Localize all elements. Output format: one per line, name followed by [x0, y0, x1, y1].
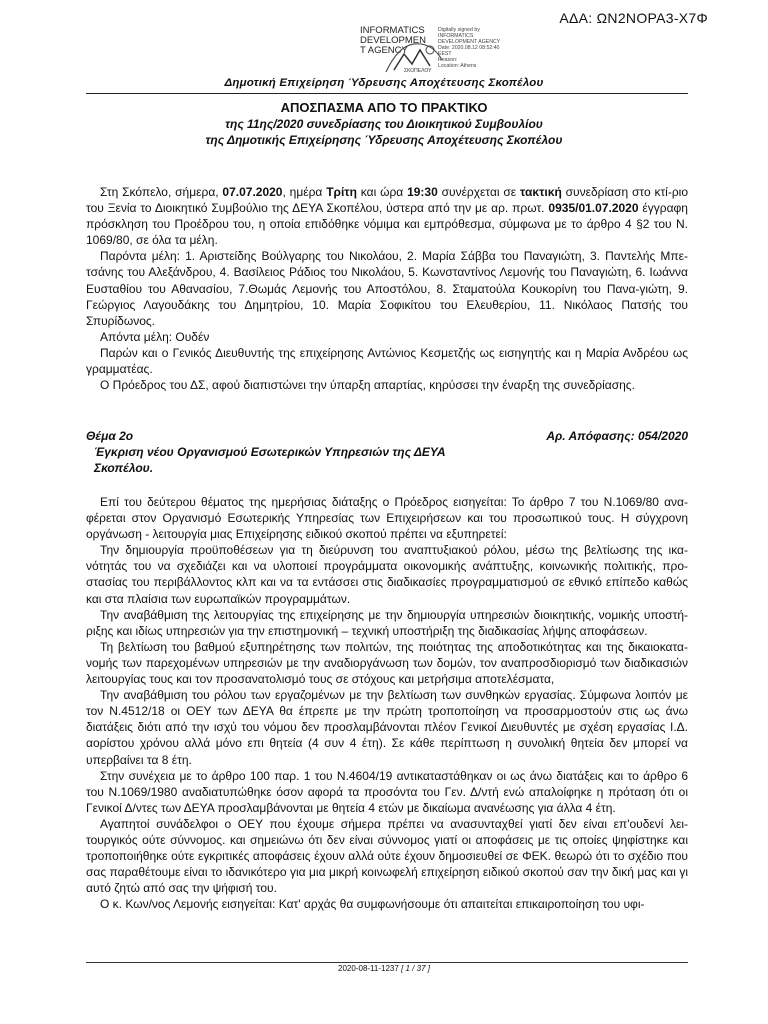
content-paragraph: Την αναβάθμιση του ρόλου των εργαζομένων με την βελτίωση των συνθηκών εργασίας. Σύμφωνα λοιπόν με τον Ν.4512/18 οι ΟΕΥ των ΔΕΥΑ θα έπρεπε με την πρώτη τροποποίηση να προσαρμοστούν στις ως άνω διατάξεις διότι από την ισχύ του νόμου δεν προσλαμβάνονται πλέον Γενικοί Διευθυντές με σχέση εργασίας Ι.Δ. αορίστου χρόνου αλλά μόνο επι θητεία (4 συν 4 έτη). Σε κάθε περίπτωση η συνολική θητεία δεν μπορεί να υπερβαίνει τα 8 έτη.: [86, 688, 688, 767]
title-line-1: ΑΠΟΣΠΑΣΜΑ ΑΠΟ ΤΟ ΠΡΑΚΤΙΚΟ: [280, 100, 488, 115]
content-paragraph: Στην συνέχεια με το άρθρο 100 παρ. 1 του Ν.4604/19 αντικαταστάθηκαν οι ως άνω διατάξεις και το άρθρο 6 του Ν.1069/1980 αναδιατυπώθηκε όσον αφορά τα προσόντα του Γεν. Δ/ντή ενώ απαλοίφηκε η πρόταση ότι οι Γενικοί Δ/ντες των ΔΕΥΑ προσλαμβάνονται με θητεία 4 ετών με δικαίωμα ανανέωσης για άλλα 4 έτη.: [86, 768, 688, 815]
title-line-3: της Δημοτικής Επιχείρησης Ύδρευσης Αποχέτευσης Σκοπέλου: [205, 133, 563, 147]
content-paragraph: Επί του δεύτερου θέματος της ημερήσιας διάταξης ο Πρόεδρος εισηγείται: Το άρθρο 7 του Ν.1069/80 ανα-φέρεται στον Οργανισμό Εσωτερικής Υπηρεσίας των Επιχειρήσεων και του προσωπικού τους. Η σύγχρονη οργάνωση - λειτουργία μιας Επιχείρησης ειδικού σκοπού πρέπει να εξυπηρετεί:: [86, 495, 688, 542]
footer-divider: [86, 962, 688, 963]
decision-number: Αρ. Απόφασης: 054/2020: [546, 429, 688, 443]
stamp-info-line: Date: 2020.08.12 08:52:40: [438, 45, 500, 51]
page-number: [ 1 / 37 ]: [401, 964, 430, 973]
content-section: [86, 494, 688, 912]
organization-name: Δημοτική Επιχείρηση Ύδρευσης Αποχέτευσης Σκοπέλου: [224, 77, 544, 89]
stamp-signature-info: [438, 27, 500, 69]
content-paragraph: Την αναβάθμιση της λειτουργίας της επιχείρησης με την δημιουργία υπηρεσιών διοικητικής, νομικής υποστή-ριξης και ιδίως υπηρεσιών για την επιστημονική – τεχνική υποστήριξη της διαδικασίας λήψης αποφάσεων.: [86, 607, 688, 638]
stamp-org-line: T AGENCY: [360, 45, 408, 56]
stamp-info-line: INFORMATICS: [438, 33, 474, 39]
content-paragraph: Την δημιουργία προϋποθέσεων για τη διεύρυνση του αναπτυξιακού ρόλου, μέσω της βελτίωσης της ικα-νότητάς του να σχεδιάζει και να υλοποιεί προγράμματα οικονομικής ανάπτυξης, κοινωνικής πολιτικής, προ-στασίας του περιβάλλοντος κλπ και να τα εντάσσει στις διαδικασίες προγραμματισμού σε εθνικό επίπεδο καθώς και στα πλαίσια των ευρωπαϊκών προγραμμάτων.: [86, 543, 688, 606]
content-paragraph: Ο κ. Κων/νος Λεμονής εισηγείται: Κατ' αρχάς θα συμφωνήσουμε ότι απαιτείται επικαιροποίηση του υφι-: [100, 897, 645, 912]
agenda-item-header: [86, 428, 688, 476]
title-line-2: της 11ης/2020 συνεδρίασης του Διοικητικού Συμβουλίου: [225, 117, 543, 131]
svg-text:ΣΚΟΠΕΛΟΥ: ΣΚΟΠΕΛΟΥ: [404, 68, 432, 74]
content-paragraph: Τη βελτίωση του βαθμού εξυπηρέτησης των πολιτών, της ποιότητας της αποδοτικότητας και της δικαιοκατα-νομής των παρεχομένων υπηρεσιών με την αναδιοργάνωση των δομών, τον αναπροσδιορισμό των διαδικασιών λειτουργίας τους και τον προσανατολισμό τους σε στόχους και μετρήσιμα αποτελέσματα,: [86, 639, 688, 687]
theme-label: Θέμα 2ο: [86, 429, 134, 443]
content-paragraph: Αγαπητοί συνάδελφοι ο ΟΕΥ που έχουμε σήμερα πρέπει να ανασυνταχθεί γιατί δεν είναι επ'ουδενί λει-τουργικός ούτε σύννομος. και σημειώνω ότι δεν είναι σύννομος γιατί οι αποφάσεις με τις οποίες ψηφίστηκε και τροποποιήθηκε ούτε εγκριτικές αποφάσεις έχουν αλλά ούτε έχουν δημοσιευθεί σε ΦΕΚ. θεωρώ ότι το σχέδιο που σας παραθέτουμε είναι το ιδανικότερο για μια μικρή κοινωφελή επιχείρηση ειδικού σκοπού σαν την δική μας και γι αυτό ζητώ από σας την ψήφισή του.: [86, 816, 688, 896]
stamp-info-line: EEST: [438, 51, 452, 57]
stamp-info-line: Location: Athens: [438, 63, 477, 69]
digital-signature-stamp: [360, 26, 530, 76]
document-title: [0, 100, 768, 148]
stamp-info-line: Digitally signed by: [438, 27, 480, 33]
organization-logo: [384, 40, 446, 74]
general-manager-note: Παρών και ο Γενικός Διευθυντής της επιχείρησης Αντώνιος Κεσμετζής ως εισηγητής και η Μαρία Ανδρέου ως γραμματέας.: [86, 345, 688, 377]
absent-members: Απόντα μέλη: Ουδέν: [100, 329, 210, 344]
header-divider: [86, 93, 688, 94]
document-code: 2020-08-11-1237: [338, 964, 399, 973]
stamp-org-line: INFORMATICS: [360, 25, 425, 36]
ada-code: ΑΔΑ: ΩΝ2ΝΟΡΑ3-Χ7Φ: [559, 10, 708, 26]
theme-subject: Έγκριση νέου Οργανισμού Εσωτερικών Υπηρεσιών της ΔΕΥΑ Σκοπέλου.: [94, 445, 446, 475]
stamp-info-line: Reason:: [438, 57, 458, 63]
intro-paragraph: Στη Σκόπελο, σήμερα, 07.07.2020, ημέρα Τρίτη και ώρα 19:30 συνέρχεται σε τακτική συνεδρίαση στο κτί-ριο του Ξενία το Διοικητικό Συμβούλιο της ΔΕΥΑ Σκοπέλου, ύστερα από την με αρ. πρωτ. 0935/01.07.2020 έγγραφη πρόσκληση του Προέδρου του, η οποία επιδόθηκε νόμιμα και εμπρόθεσμα, σύμφωνα με το άρθρο 4 §2 του Ν. 1069/80, σε όλα τα μέλη.: [86, 185, 689, 248]
intro-section: [86, 184, 688, 393]
page-footer: [0, 964, 768, 973]
stamp-org-line: DEVELOPMEN: [360, 35, 426, 46]
present-members: Παρόντα μέλη: 1. Αριστείδης Βούλγαρης του Νικολάου, 2. Μαρία Σάββα του Παναγιώτη, 3. Παντελής Μπε-τσάνης του Αλεξάνδρου, 4. Βασίλειος Ράδιος του Νικολάου, 5. Κωνσταντίνος Λεμονής του Παναγιώτη, 6. Ιωάννα Ευσταθίου του Αθανασίου, 7.Θωμάς Λεμονής του Αποστόλου, 8. Σταματούλα Κουκορίνη του Πανα-γιώτη, 9. Γεώργιος Λαγουδάκης του Δημητρίου, 10. Μαρία Σοφικίτου του Ελευθερίου, 11. Νικόλαος Πατσής του Σπυρίδωνος.: [86, 249, 688, 328]
stamp-info-line: DEVELOPMENT AGENCY: [438, 39, 501, 45]
quorum-statement: Ο Πρόεδρος του ΔΣ, αφού διαπιστώνει την ύπαρξη απαρτίας, κηρύσσει την έναρξη της συνεδρίασης.: [100, 378, 635, 393]
